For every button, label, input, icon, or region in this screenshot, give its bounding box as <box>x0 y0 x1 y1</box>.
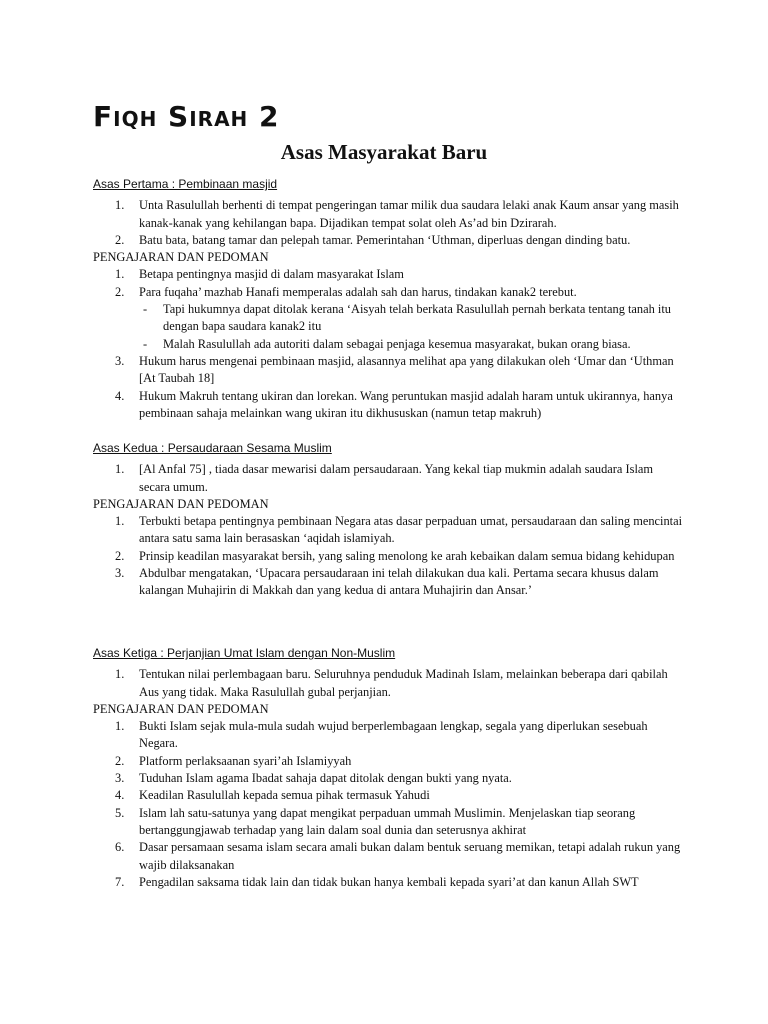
list-item: 1. Bukti Islam sejak mula-mula sudah wujud berperlembagaan lengkap, segala yang diperlukan sesebuah Negara. <box>115 719 648 751</box>
list-item: 3. Hukum harus mengenai pembinaan masjid, alasannya melihat apa yang dilakukan oleh ‘Umar dan ‘Uthman [At Taubah 18] <box>115 353 674 386</box>
list-item: 1. [Al Anfal 75] , tiada dasar mewarisi dalam persaudaraan. Yang kekal tiap mukmin adalah saudara Islam secara umum. <box>115 462 654 494</box>
teaching-heading: PENGAJARAN DAN PEDOMAN <box>93 701 269 716</box>
section-asas-kedua <box>93 440 683 600</box>
sub-points <box>93 301 683 353</box>
list-item: 4. Keadilan Rasulullah kepada semua pihak termasuk Yahudi <box>115 788 430 803</box>
list-item: 4. Hukum Makruh tentang ukiran dan lorekan. Wang peruntukan masjid adalah haram untuk ukirannya, hanya pembinaan sahaja melainkan wang ukiran itu dikhususkan (namun tetap makruh) <box>115 388 673 420</box>
list-item: - Tapi hukumnya dapat ditolak kerana ‘Aisyah telah berkata Rasulullah pernah berkata tentang tanah itu dengan bapa saudara kanak2 itu <box>143 302 671 334</box>
list-item: 1. Betapa pentingnya masjid di dalam masyarakat Islam <box>115 267 404 282</box>
section-asas-ketiga <box>93 645 683 891</box>
list-item: - Malah Rasulullah ada autoriti dalam sebagai penjaga kesemua masyarakat, bukan orang biasa. <box>143 336 631 351</box>
list-item: 2. Prinsip keadilan masyarakat bersih, yang saling menolong ke arah kebaikan dalam semua bidang kehidupan <box>115 548 675 563</box>
teaching-heading: PENGAJARAN DAN PEDOMAN <box>93 496 269 511</box>
list-item: 6. Dasar persamaan sesama islam secara amali bukan dalam bentuk seruang memikan, tetapi adalah rukun yang wajib dilaksanakan <box>115 840 681 872</box>
section-items <box>93 461 683 496</box>
lesson-items <box>93 266 683 301</box>
list-item: 3. Abdulbar mengatakan, ‘Upacara persaudaraan ini telah dilakukan dua kali. Pertama secara khusus dalam kalangan Muhajirin di Makkah dan yang kedua di antara Muhajirin dan Ansar.’ <box>115 566 659 598</box>
list-item: 1. Tentukan nilai perlembagaan baru. Seluruhnya penduduk Madinah Islam, melainkan beberapa dari qabilah Aus yang tidak. Maka Rasulullah gubal perjanjian. <box>115 667 668 699</box>
list-item: 1. Terbukti betapa pentingnya pembinaan Negara atas dasar perpaduan umat, persaudaraan dan saling mencintai antara satu sama lain berasaskan ‘aqidah islamiyah. <box>115 514 683 546</box>
list-item: 3. Tuduhan Islam agama Ibadat sahaja dapat ditolak dengan bukti yang nyata. <box>115 771 512 786</box>
section-heading: Asas Ketiga : Perjanjian Umat Islam dengan Non-Muslim <box>93 646 396 660</box>
section-heading: Asas Kedua : Persaudaraan Sesama Muslim <box>93 441 332 455</box>
list-item: 2. Batu bata, batang tamar dan pelepah tamar. Pemerintahan ‘Uthman, diperluas dengan dinding batu. <box>115 232 631 247</box>
lesson-items <box>93 353 683 422</box>
document-title: Fiqh Sirah 2 <box>93 100 280 133</box>
list-item: 2. Para fuqaha’ mazhab Hanafi memperalas adalah sah dan harus, tindakan kanak2 terebut. <box>115 284 577 299</box>
document-subtitle: Asas Masyarakat Baru <box>280 140 488 164</box>
lesson-items <box>93 513 683 599</box>
list-item: 5. Islam lah satu-satunya yang dapat mengikat perpaduan ummah Muslimin. Menjelaskan tiap seorang bertanggungjawab terhadap yang lain dalam soal dunia dan seterusnya akhirat <box>115 805 636 837</box>
lesson-items <box>93 718 683 891</box>
section-asas-pertama <box>93 176 683 422</box>
section-heading: Asas Pertama : Pembinaan masjid <box>93 177 278 191</box>
list-item: 7. Pengadilan saksama tidak lain dan tidak bukan hanya kembali kepada syari’at dan kanun Allah SWT <box>115 874 639 889</box>
teaching-heading: PENGAJARAN DAN PEDOMAN <box>93 250 269 265</box>
list-item: 1. Unta Rasulullah berhenti di tempat pengeringan tamar milik dua saudara lelaki anak Kaum ansar yang masih kanak-kanak yang kehilangan bapa. Dijadikan tempat solat oleh As’ad bin Dzirarah. <box>115 198 679 230</box>
section-items <box>93 666 683 701</box>
list-item: 2. Platform perlaksaanan syari’ah Islamiyyah <box>115 753 352 768</box>
section-items <box>93 197 683 249</box>
